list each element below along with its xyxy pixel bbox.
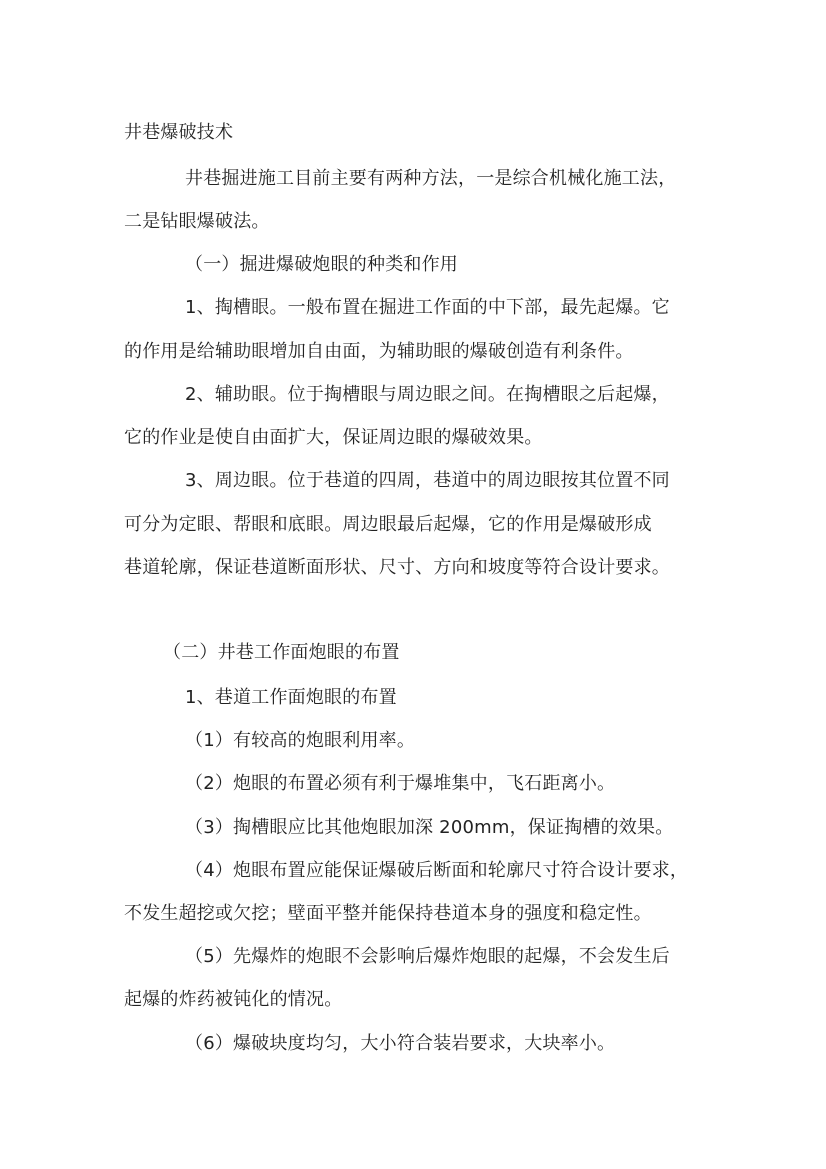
paragraph-line: 可分为定眼、帮眼和底眼。周边眼最后起爆，它的作用是爆破形成 [124,514,652,535]
document-title: 井巷爆破技术 [124,122,234,143]
paragraph-line: 的作用是给辅助眼增加自由面，为辅助眼的爆破创造有利条件。 [124,341,634,362]
subsection-heading: 1、巷道工作面炮眼的布置 [185,687,397,708]
paragraph-line: 3、周边眼。位于巷道的四周，巷道中的周边眼按其位置不同 [185,470,670,491]
list-item-continuation: 不发生超挖或欠挖；壁面平整并能保持巷道本身的强度和稳定性。 [124,903,652,924]
paragraph-line: 2、辅助眼。位于掏槽眼与周边眼之间。在掏槽眼之后起爆， [185,384,670,405]
paragraph-line: 井巷掘进施工目前主要有两种方法，一是综合机械化施工法， [185,168,677,189]
list-item: （5）先爆炸的炮眼不会影响后爆炸炮眼的起爆，不会发生后 [185,946,670,967]
list-item: （3）掏槽眼应比其他炮眼加深 200mm，保证掏槽的效果。 [185,817,674,838]
section-heading: （二）井巷工作面炮眼的布置 [163,642,400,663]
list-item: （4）炮眼布置应能保证爆破后断面和轮廓尺寸符合设计要求， [185,860,689,881]
list-item: （2）炮眼的布置必须有利于爆堆集中，飞石距离小。 [185,773,616,794]
paragraph-line: 1、掏槽眼。一般布置在掘进工作面的中下部，最先起爆。它 [185,297,670,318]
paragraph-line: 二是钻眼爆破法。 [124,211,270,232]
list-item: （1）有较高的炮眼利用率。 [185,730,416,751]
paragraph-line: 巷道轮廓，保证巷道断面形状、尺寸、方向和坡度等符合设计要求。 [124,557,670,578]
list-item: （6）爆破块度均匀，大小符合装岩要求，大块率小。 [185,1033,616,1054]
list-item-continuation: 起爆的炸药被钝化的情况。 [124,989,343,1010]
section-heading: （一）掘进爆破炮眼的种类和作用 [185,254,458,275]
paragraph-line: 它的作业是使自由面扩大，保证周边眼的爆破效果。 [124,427,543,448]
